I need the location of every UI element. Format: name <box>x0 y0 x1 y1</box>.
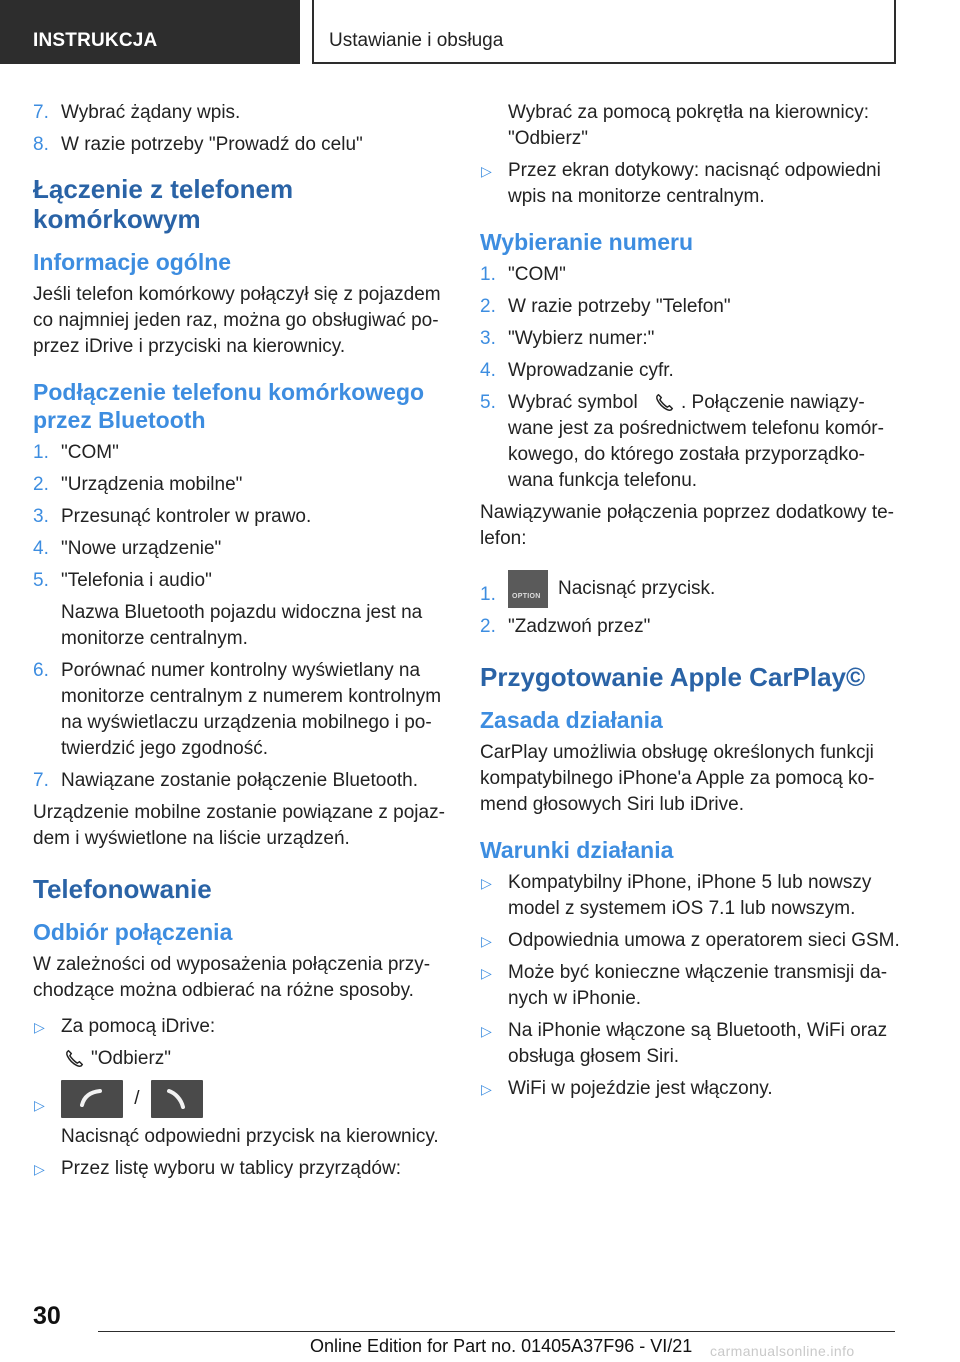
triangle-bullet-icon: ▷ <box>481 163 492 179</box>
call-button-image <box>61 1080 123 1118</box>
heading-dial: Wybieranie numeru <box>480 229 694 255</box>
option-button-image <box>508 570 548 608</box>
list-item <box>33 472 451 498</box>
item-number: 4. <box>33 538 49 559</box>
heading-bluetooth: Podłączenie telefonu komórkowego przez Bluetooth <box>33 379 425 433</box>
item-text: WiFi w pojeździe jest włączony. <box>508 1078 773 1099</box>
list-item <box>480 358 900 384</box>
item-text: Może być konieczne włączenie transmisji da- nych w iPhonie. <box>508 962 888 1009</box>
chapter-tab: Ustawianie i obsługa <box>312 0 896 64</box>
item-number: 2. <box>480 296 496 317</box>
bullet-item <box>480 1076 900 1102</box>
list-item <box>480 570 900 608</box>
item-text: Przez ekran dotykowy: nacisnąć odpowiedni wpis na monitorze centralnym. <box>508 160 881 207</box>
heading-general-info: Informacje ogólne <box>33 249 232 275</box>
right-column <box>480 100 900 1108</box>
item-number: 4. <box>480 360 496 381</box>
button-separator: / <box>134 1088 140 1110</box>
list-item <box>33 568 451 594</box>
item-number: 8. <box>33 134 49 155</box>
bullet-item <box>33 1080 451 1118</box>
bullet-item <box>33 1014 451 1040</box>
footer-edition: Online Edition for Part no. 01405A37F96 - VI/21 <box>310 1336 693 1356</box>
item-number: 6. <box>33 660 49 681</box>
list-item <box>480 614 900 640</box>
item-text: "Nowe urządzenie" <box>61 538 222 559</box>
item-text: Wprowadzanie cyfr. <box>508 360 674 381</box>
item-text: "Urządzenia mobilne" <box>61 474 243 495</box>
triangle-bullet-icon: ▷ <box>481 965 492 981</box>
item-number: 7. <box>33 102 49 123</box>
triangle-bullet-icon: ▷ <box>481 1023 492 1039</box>
answer-label: "Odbierz" <box>91 1048 172 1069</box>
paragraph-bluetooth-after: Urządzenie mobilne zostanie powiązane z pojaz- dem i wyświetlone na liście urządzeń. <box>33 802 445 849</box>
item-text: W razie potrzeby "Telefon" <box>508 296 731 317</box>
end-call-button-image <box>151 1080 203 1118</box>
item-number: 1. <box>33 442 49 463</box>
item-number: 5. <box>480 392 496 413</box>
list-item <box>33 536 451 562</box>
list-item <box>33 100 451 126</box>
idrive-sub <box>33 1046 451 1072</box>
triangle-bullet-icon: ▷ <box>34 1019 45 1035</box>
item-number: 2. <box>480 616 496 637</box>
list-item <box>480 326 900 352</box>
bullet-item <box>480 928 900 954</box>
item-text: "Telefonia i audio" <box>61 570 212 591</box>
list-item <box>480 390 900 494</box>
phone-icon <box>653 392 675 414</box>
list-item <box>33 132 451 158</box>
section-tab: INSTRUKCJA <box>0 0 300 64</box>
item-text: "COM" <box>61 442 119 463</box>
item-number: 1. <box>480 264 496 285</box>
item-text: Kompatybilny iPhone, iPhone 5 lub nowszy model z systemem iOS 7.1 lub nowszym. <box>508 872 872 919</box>
heading-principle: Zasada działania <box>480 707 663 733</box>
watermark: carmanualsonline.info <box>710 1343 855 1359</box>
item-number: 7. <box>33 770 49 791</box>
item-text: Wybrać symbol <box>508 392 638 413</box>
page-header <box>0 0 960 66</box>
triangle-bullet-icon: ▷ <box>34 1097 45 1113</box>
item-number: 5. <box>33 570 49 591</box>
item-text-cont: . Połączenie nawiązy- wane jest za pośrednictwem telefonu komór- kowego, do którego została przyporządko- wana funkcja telefonu. <box>508 392 884 491</box>
option-label: OPTION <box>512 593 541 600</box>
item-number: 1. <box>480 584 496 605</box>
bullet-item <box>480 1018 900 1070</box>
triangle-bullet-icon: ▷ <box>34 1161 45 1177</box>
item-text: Porównać numer kontrolny wyświetlany na monitorze centralnym z numerem kontrolnym na wyświetlaczu urządzenia mobilnego i po- twierdzić jego zgodność. <box>61 660 442 759</box>
list-item <box>33 504 451 530</box>
item-text: "COM" <box>508 264 566 285</box>
bullet-item <box>480 158 900 210</box>
item-number: 3. <box>33 506 49 527</box>
item-text: Nawiązane zostanie połączenie Bluetooth. <box>61 770 419 791</box>
paragraph-extra-phone: Nawiązywanie połączenia poprzez dodatkowy te- lefon: <box>480 502 895 549</box>
continued-text: Wybrać za pomocą pokrętła na kierownicy: "Odbierz" <box>508 102 869 149</box>
list-item <box>33 440 451 466</box>
heading-conditions: Warunki działania <box>480 837 674 863</box>
triangle-bullet-icon: ▷ <box>481 875 492 891</box>
triangle-bullet-icon: ▷ <box>481 933 492 949</box>
bullet-item <box>480 960 900 1012</box>
phone-icon <box>63 1048 85 1070</box>
buttons-note: Nacisnąć odpowiedni przycisk na kierownicy. <box>61 1126 439 1147</box>
item-text: Wybrać żądany wpis. <box>61 102 241 123</box>
heading-phone-connection: Łączenie z telefonem komórkowym <box>33 174 294 234</box>
item-number: 3. <box>480 328 496 349</box>
page-number: 30 <box>33 1302 61 1330</box>
list-item <box>33 768 451 794</box>
paragraph-principle: CarPlay umożliwia obsługę określonych funkcji kompatybilnego iPhone'a Apple za pomocą ko- mend głosowych Siri lub iDrive. <box>480 742 875 815</box>
bullet-item <box>480 870 900 922</box>
phone-icon <box>78 1087 106 1111</box>
list-item <box>480 262 900 288</box>
heading-carplay: Przygotowanie Apple CarPlay© <box>480 662 866 692</box>
bullet-item <box>33 1156 451 1182</box>
item-text: Przesunąć kontroler w prawo. <box>61 506 312 527</box>
item-text: Na iPhonie włączone są Bluetooth, WiFi oraz obsługa głosem Siri. <box>508 1020 888 1067</box>
item-number: 2. <box>33 474 49 495</box>
item-text: Nacisnąć przycisk. <box>558 578 716 600</box>
heading-receive: Odbiór połączenia <box>33 919 233 945</box>
item-text: W razie potrzeby "Prowadź do celu" <box>61 134 363 155</box>
paragraph-receive: W zależności od wyposażenia połączenia przy- chodzące można odbierać na różne sposoby. <box>33 954 431 1001</box>
phone-hangup-icon <box>165 1087 189 1111</box>
triangle-bullet-icon: ▷ <box>481 1081 492 1097</box>
item-text: Przez listę wyboru w tablicy przyrządów: <box>61 1158 401 1179</box>
item-text: Za pomocą iDrive: <box>61 1016 216 1037</box>
paragraph-general: Jeśli telefon komórkowy połączył się z pojazdem co najmniej jeden raz, można go obsługiwać po- przez iDrive i przyciski na kierownicy. <box>33 284 441 357</box>
item-text: Odpowiednia umowa z operatorem sieci GSM. <box>508 930 900 951</box>
list-item <box>33 658 451 762</box>
bluetooth-note: Nazwa Bluetooth pojazdu widoczna jest na monitorze centralnym. <box>61 602 423 649</box>
item-text: "Zadzwoń przez" <box>508 616 651 637</box>
left-column <box>33 100 451 1188</box>
footer-divider <box>98 1331 895 1332</box>
list-item <box>480 294 900 320</box>
heading-calls: Telefonowanie <box>33 874 212 904</box>
item-text: "Wybierz numer:" <box>508 328 655 349</box>
